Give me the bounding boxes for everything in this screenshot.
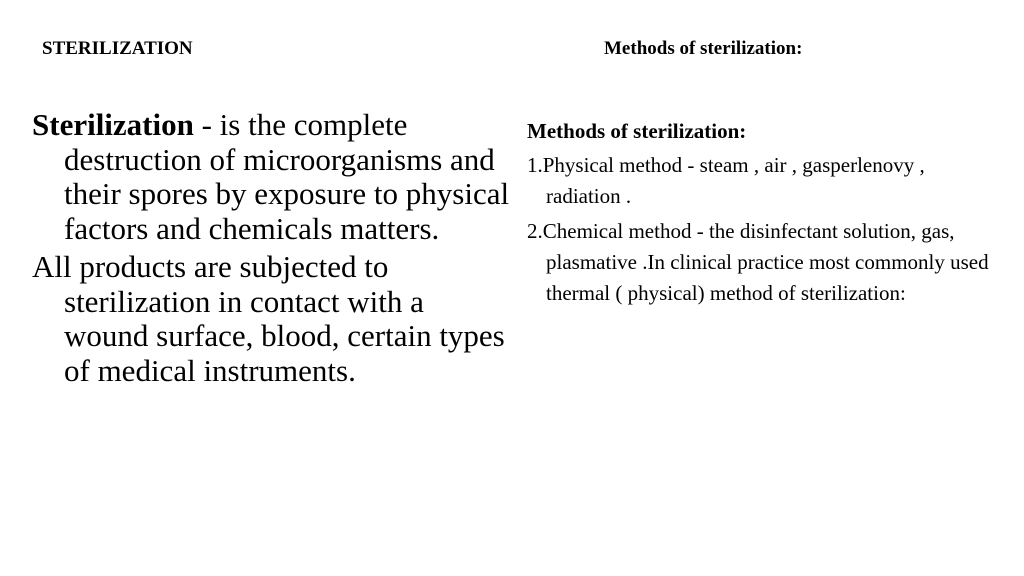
methods-sub-heading: Methods of sterilization: — [527, 119, 747, 143]
method-item-chemical: 2.Chemical method - the disinfectant solution, gas, plasmative .In clinical practice most commonly used thermal ( physical) method of sterilization: — [527, 219, 989, 305]
left-heading: STERILIZATION — [42, 38, 193, 59]
right-heading: Methods of sterilization: — [604, 38, 803, 59]
method-item-physical: 1.Physical method - steam , air , gasperlenovy , radiation . — [527, 153, 925, 208]
definition-paragraph — [32, 108, 512, 246]
definition-text: - is the complete destruction of microorganisms and their spores by exposure to physical factors and chemicals matters. — [64, 107, 510, 246]
products-paragraph: All products are subjected to sterilization in contact with a wound surface, blood, certain types of medical instruments. — [32, 249, 505, 388]
definition-text-block — [32, 108, 512, 392]
methods-text-block — [527, 116, 997, 313]
definition-term: Sterilization — [32, 107, 194, 142]
